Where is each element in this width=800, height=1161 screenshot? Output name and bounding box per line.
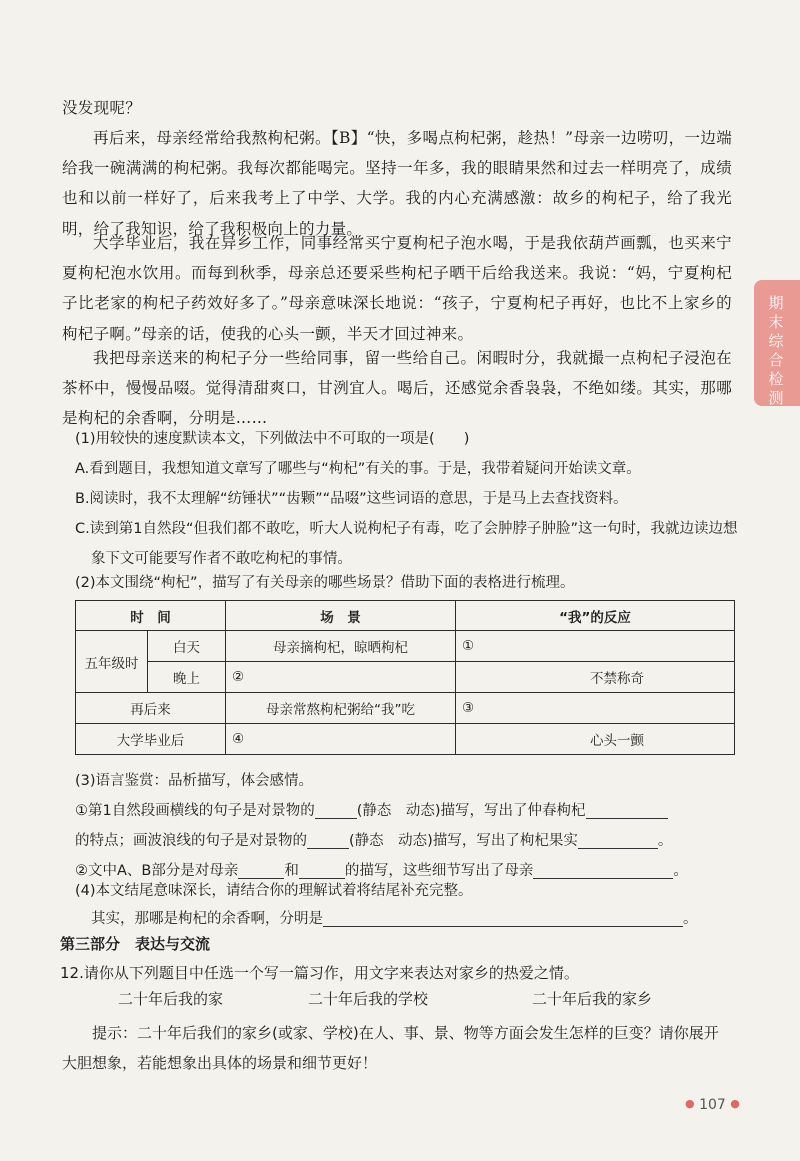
question-3-stem: (3)语言鉴赏：品析描写，体会感情。 [75,773,314,789]
question-2-stem: (2)本文围绕“枸杞”，描写了有关母亲的哪些场景？借助下面的表格进行梳理。 [75,575,575,591]
question-1-option-b: B.阅读时，我不太理解“纺锤状”“齿颗”“品啜”这些词语的意思，于是马上去查找资料。 [75,491,628,507]
question-1-option-a: A.看到题目，我想知道文章写了哪些与“枸杞”有关的事。于是，我带着疑问开始读文章。 [75,461,641,477]
cell-blank-2[interactable]: ② [226,662,456,693]
question-4-stem: (4)本文结尾意味深长，请结合你的理解试着将结尾补充完整。 [75,883,473,899]
dot-icon: ● [730,1097,740,1110]
cell-after-graduation: 大学毕业后 [76,724,226,755]
cell-scene-3: 母亲常熬枸杞粥给“我”吃 [226,693,456,724]
question-12-hint: 提示：二十年后我们的家乡(或家、学校)在人、事、景、物等方面会发生怎样的巨变？请你展开大胆想象，若能想象出具体的场景和细节更好！ [62,1024,719,1072]
dot-icon: ● [685,1097,695,1110]
question-3-line-2 [75,826,735,856]
q3-text: 。 [673,863,688,879]
essay-title-option-2: 二十年后我的学校 [308,990,429,1008]
cell-daytime: 白天 [148,631,226,662]
q3-text: 和 [284,863,299,879]
q3-text: 的特点；画波浪线的句子是对景物的 [75,833,307,849]
header-reaction: “我”的反应 [456,601,735,631]
q4-text: 其实，那哪是枸杞的余香啊，分明是 [91,911,323,927]
cell-blank-3[interactable]: ③ [456,693,735,724]
answer-blank[interactable] [307,830,349,849]
question-3-line-1 [75,796,735,826]
q3-text: ①第1自然段画横线的句子是对景物的 [75,803,315,819]
section-heading: 第三部分 表达与交流 [60,935,211,953]
q3-text: ②文中A、B部分是对母亲 [75,863,239,879]
table-row [76,662,735,693]
cell-scene-1: 母亲摘枸杞，晾晒枸杞 [226,631,456,662]
essay-title-option-1: 二十年后我的家 [118,990,224,1008]
cell-grade5: 五年级时 [76,631,148,693]
passage-paragraph-2: 大学毕业后，我在异乡工作，同事经常买宁夏枸杞子泡水喝，于是我依葫芦画瓢，也买来宁夏枸杞泡水饮用。而每到秋季，母亲总还要采些枸杞子晒干后给我送来。我说：“妈，宁夏枸杞子比老家的枸杞子药效好多了。”母亲意味深长地说：“孩子，宁夏枸杞子再好，也比不上家乡的枸杞子啊。”母亲的话，使我的心头一颤，半天才回过神来。 [62,234,732,343]
table-header-row [76,601,735,631]
essay-title-option-3: 二十年后我的家乡 [532,990,653,1008]
question-1-option-c: C.读到第1自然段“但我们都不敢吃，听大人说枸杞子有毒，吃了会肿脖子肿脸”这一句时，我就边读边想象下文可能要写作者不敢吃枸杞的事情。 [75,521,738,567]
q3-text: 。 [657,833,673,849]
passage-line-0: 没发现呢？ [62,99,142,117]
passage-paragraph-3: 我把母亲送来的枸杞子分一些给同事，留一些给自己。闲暇时分，我就撮一点枸杞子浸泡在茶杯中，慢慢品啜。觉得清甜爽口，甘洌宜人。喝后，还感觉余香袅袅，不绝如缕。其实，那哪是枸杞的余香啊，分明是…… [62,349,732,428]
q4-text: 。 [683,911,698,927]
passage-paragraph-1: 再后来，母亲经常给我熬枸杞粥。【B】“快，多喝点枸杞粥，趁热！”母亲一边唠叨，一边端给我一碗满满的枸杞粥。我每次都能喝完。坚持一年多，我的眼睛果然和过去一样明亮了，成绩也和以前一样好了，后来我考上了中学、大学。我的内心充满感激：故乡的枸杞子，给了我光明，给了我知识，给了我积极向上的力量。 [62,129,732,238]
cell-later: 再后来 [76,693,226,724]
question-12-stem: 12.请你从下列题目中任选一个写一篇习作，用文字来表达对家乡的热爱之情。 [60,964,579,982]
answer-blank[interactable] [315,800,357,819]
side-tab [754,280,800,406]
header-time: 时 间 [76,601,226,631]
cell-reaction-4: 心头一颤 [456,724,735,755]
table-row [76,631,735,662]
header-scene: 场 景 [226,601,456,631]
table-row [76,693,735,724]
question-1-stem: (1)用较快的速度默读本文，下列做法中不可取的一项是( ) [75,431,470,447]
page-number-value: 107 [699,1097,726,1113]
table-row [76,724,735,755]
q3-text: (静态 动态)描写，写出了枸杞果实 [349,833,578,849]
cell-blank-4[interactable]: ④ [226,724,456,755]
cell-night: 晚上 [148,662,226,693]
q3-text: 的描写，这些细节写出了母亲 [344,863,534,879]
answer-blank[interactable] [578,830,658,849]
q3-text: (静态 动态)描写，写出了仲春枸杞 [356,803,586,819]
page-number [685,1097,740,1113]
answer-blank[interactable] [586,800,668,819]
question-4-answer-line [75,904,751,934]
side-tab-label: 期末综合检测 [768,294,784,407]
cell-reaction-2: 不禁称奇 [456,662,735,693]
answer-blank[interactable] [323,908,683,927]
cell-blank-1[interactable]: ① [456,631,735,662]
scene-table [75,600,735,755]
